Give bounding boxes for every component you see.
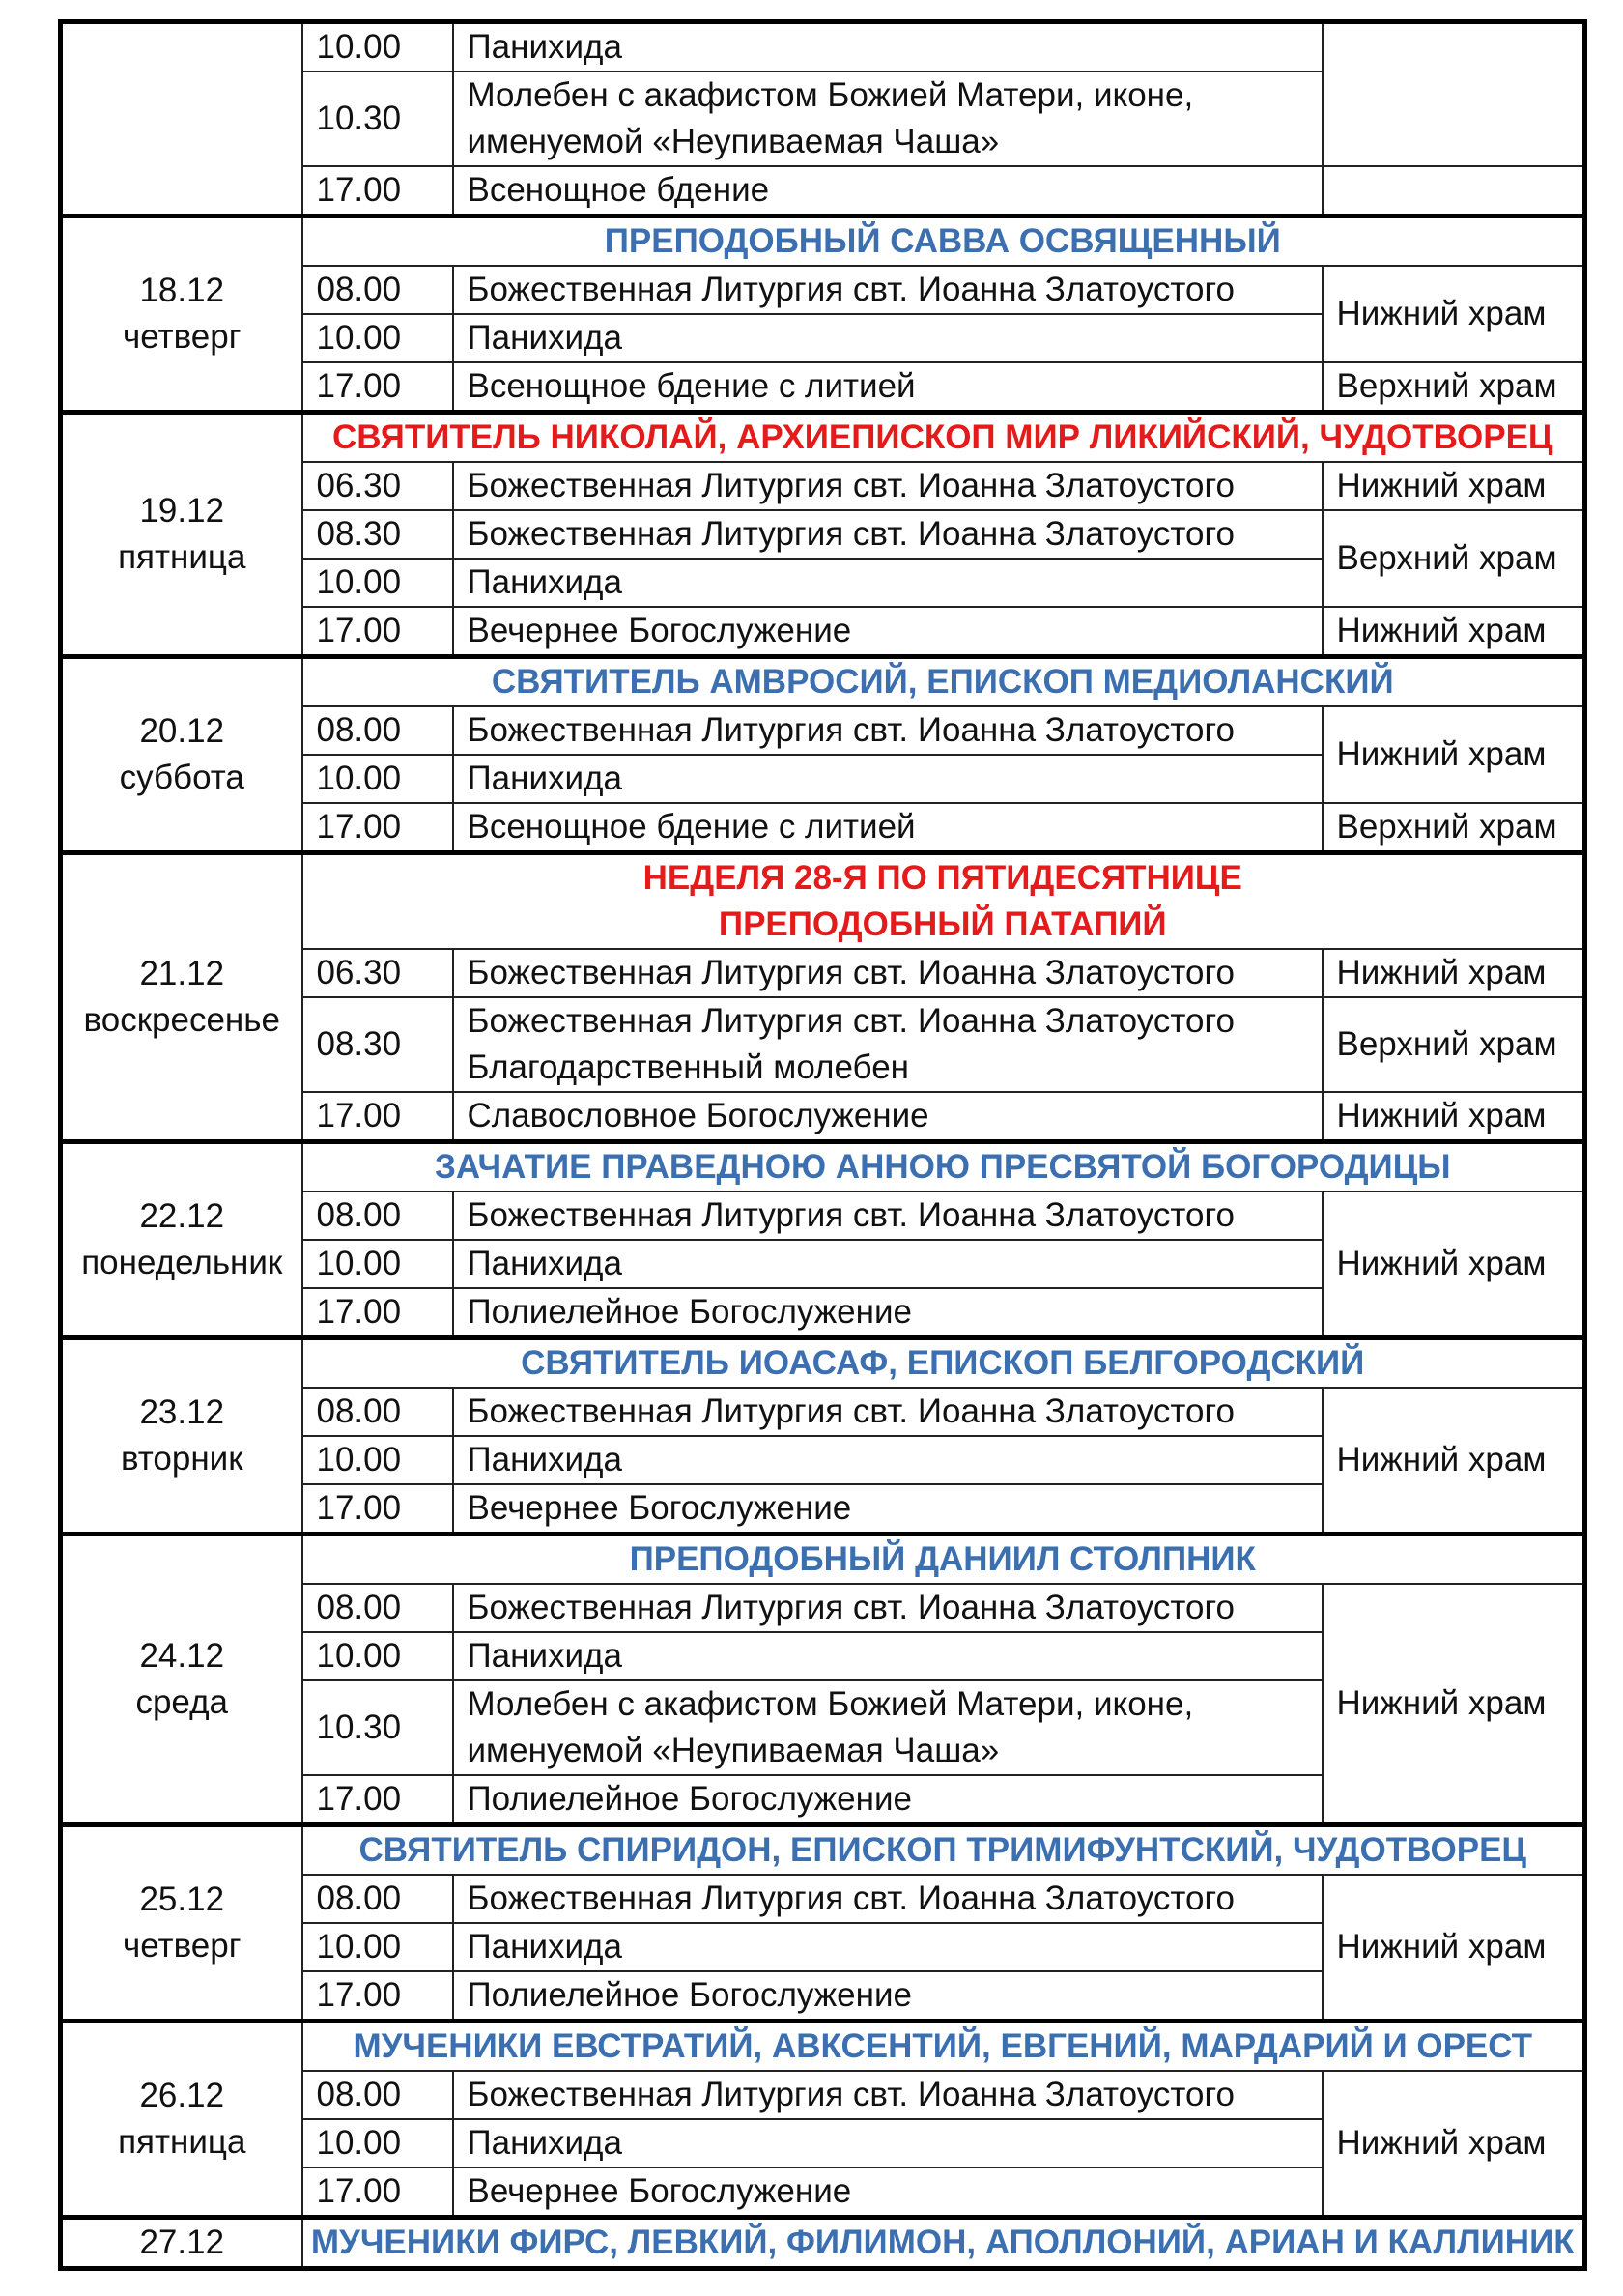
service-cell: Божественная Литургия свт. Иоанна Златоустого xyxy=(453,266,1323,314)
service-cell: Вечернее Богослужение xyxy=(453,2167,1323,2218)
place-cell-empty xyxy=(1323,22,1585,167)
service-cell: Божественная Литургия свт. Иоанна Златоустого xyxy=(453,706,1323,755)
service-cell: Вечернее Богослужение xyxy=(453,1484,1323,1535)
weekday: пятница xyxy=(118,2123,246,2161)
service-cell: Божественная Литургия свт. Иоанна Златоустого xyxy=(453,949,1323,997)
feast-line: ПРЕПОДОБНЫЙ ПАТАПИЙ xyxy=(718,905,1167,943)
date-cell xyxy=(61,657,302,853)
time-cell: 06.30 xyxy=(302,462,453,510)
time-cell: 08.00 xyxy=(302,1191,453,1240)
feast-title: МУЧЕНИКИ ФИРС, ЛЕВКИЙ, ФИЛИМОН, АПОЛЛОНИЙ, АРИАН И КАЛЛИНИК xyxy=(302,2218,1585,2269)
weekday: пятница xyxy=(118,538,246,576)
day-group-2712 xyxy=(61,2218,1585,2269)
place-cell: Нижний храм xyxy=(1323,266,1585,362)
time-cell: 17.00 xyxy=(302,1288,453,1338)
service-cell: Божественная Литургия свт. Иоанна Златоустого xyxy=(453,1875,1323,1923)
feast-line: НЕДЕЛЯ 28-Я ПО ПЯТИДЕСЯТНИЦЕ xyxy=(642,859,1242,897)
service-cell: Панихида xyxy=(453,314,1323,362)
feast-title: ЗАЧАТИЕ ПРАВЕДНОЮ АННОЮ ПРЕСВЯТОЙ БОГОРОДИЦЫ xyxy=(302,1142,1585,1192)
time-cell: 17.00 xyxy=(302,2167,453,2218)
feast-title: СВЯТИТЕЛЬ АМВРОСИЙ, ЕПИСКОП МЕДИОЛАНСКИЙ xyxy=(302,657,1585,707)
service-cell xyxy=(453,1680,1323,1775)
service-cell: Всенощное бдение с литией xyxy=(453,803,1323,853)
service-line: Благодарственный молебен xyxy=(467,1048,909,1086)
service-cell xyxy=(453,72,1323,166)
date-cell xyxy=(61,2022,302,2218)
service-cell: Панихида xyxy=(453,559,1323,607)
service-line: Божественная Литургия свт. Иоанна Златоустого xyxy=(467,1002,1235,1040)
feast-title: ПРЕПОДОБНЫЙ ДАНИИЛ СТОЛПНИК xyxy=(302,1535,1585,1585)
day-group-continued xyxy=(61,22,1585,216)
time-cell: 08.00 xyxy=(302,1388,453,1436)
place-cell: Нижний храм xyxy=(1323,1875,1585,2022)
time-cell: 08.00 xyxy=(302,1875,453,1923)
day-group-2612 xyxy=(61,2022,1585,2218)
time-cell: 08.00 xyxy=(302,2071,453,2119)
day-group-2012 xyxy=(61,657,1585,853)
time-cell: 08.00 xyxy=(302,1584,453,1632)
service-line: именуемой «Неупиваемая Чаша» xyxy=(467,1732,1000,1769)
time-cell: 10.00 xyxy=(302,755,453,803)
weekday: четверг xyxy=(123,318,242,356)
day-group-2512 xyxy=(61,1825,1585,2022)
service-cell: Всенощное бдение xyxy=(453,166,1323,216)
service-cell: Божественная Литургия свт. Иоанна Златоустого xyxy=(453,2071,1323,2119)
service-cell: Панихида xyxy=(453,755,1323,803)
time-cell: 10.00 xyxy=(302,22,453,72)
date-cell xyxy=(61,413,302,657)
place-cell: Нижний храм xyxy=(1323,462,1585,510)
date: 20.12 xyxy=(139,712,225,750)
date: 27.12 xyxy=(139,2224,225,2261)
date-cell xyxy=(61,1825,302,2022)
time-cell: 17.00 xyxy=(302,1775,453,1825)
service-line: Молебен с акафистом Божией Матери, иконе, xyxy=(467,76,1194,114)
date-cell xyxy=(61,1142,302,1338)
service-cell: Панихида xyxy=(453,1923,1323,1971)
time-cell: 17.00 xyxy=(302,1092,453,1142)
time-cell: 10.30 xyxy=(302,72,453,166)
service-cell: Божественная Литургия свт. Иоанна Златоустого xyxy=(453,462,1323,510)
date-cell xyxy=(61,216,302,413)
schedule-table xyxy=(58,19,1587,2271)
feast-title: СВЯТИТЕЛЬ ИОАСАФ, ЕПИСКОП БЕЛГОРОДСКИЙ xyxy=(302,1338,1585,1389)
place-cell: Верхний храм xyxy=(1323,803,1585,853)
time-cell: 08.30 xyxy=(302,997,453,1092)
place-cell: Нижний храм xyxy=(1323,1388,1585,1535)
weekday: среда xyxy=(135,1683,229,1721)
service-cell: Панихида xyxy=(453,1436,1323,1484)
place-cell: Верхний храм xyxy=(1323,510,1585,607)
date-cell xyxy=(61,2218,302,2269)
weekday: четверг xyxy=(123,1927,242,1965)
service-cell: Божественная Литургия свт. Иоанна Златоустого xyxy=(453,510,1323,559)
service-cell: Божественная Литургия свт. Иоанна Златоустого xyxy=(453,1191,1323,1240)
service-cell: Панихида xyxy=(453,2119,1323,2167)
time-cell: 10.30 xyxy=(302,1680,453,1775)
service-cell: Полиелейное Богослужение xyxy=(453,1775,1323,1825)
weekday: суббота xyxy=(119,759,244,796)
day-group-2312 xyxy=(61,1338,1585,1535)
place-cell: Нижний храм xyxy=(1323,1191,1585,1338)
service-cell: Панихида xyxy=(453,22,1323,72)
weekday: вторник xyxy=(120,1440,243,1478)
date-cell xyxy=(61,1535,302,1825)
service-cell: Полиелейное Богослужение xyxy=(453,1971,1323,2022)
feast-title: СВЯТИТЕЛЬ СПИРИДОН, ЕПИСКОП ТРИМИФУНТСКИЙ, ЧУДОТВОРЕЦ xyxy=(302,1825,1585,1876)
feast-title: МУЧЕНИКИ ЕВСТРАТИЙ, АВКСЕНТИЙ, ЕВГЕНИЙ, МАРДАРИЙ И ОРЕСТ xyxy=(302,2022,1585,2072)
date-cell xyxy=(61,1338,302,1535)
place-cell: Верхний храм xyxy=(1323,997,1585,1092)
time-cell: 08.30 xyxy=(302,510,453,559)
place-cell: Нижний храм xyxy=(1323,706,1585,803)
time-cell: 10.00 xyxy=(302,1240,453,1288)
service-cell: Божественная Литургия свт. Иоанна Златоустого xyxy=(453,1388,1323,1436)
date: 24.12 xyxy=(139,1637,225,1675)
time-cell: 17.00 xyxy=(302,362,453,413)
time-cell: 06.30 xyxy=(302,949,453,997)
place-cell: Нижний храм xyxy=(1323,2071,1585,2218)
date: 21.12 xyxy=(139,955,225,992)
time-cell: 17.00 xyxy=(302,607,453,657)
feast-title xyxy=(302,853,1585,950)
time-cell: 10.00 xyxy=(302,1436,453,1484)
feast-title: СВЯТИТЕЛЬ НИКОЛАЙ, АРХИЕПИСКОП МИР ЛИКИЙСКИЙ, ЧУДОТВОРЕЦ xyxy=(302,413,1585,463)
weekday: воскресенье xyxy=(83,1001,280,1039)
service-cell: Панихида xyxy=(453,1240,1323,1288)
place-cell-empty xyxy=(1323,166,1585,216)
place-cell: Нижний храм xyxy=(1323,607,1585,657)
time-cell: 10.00 xyxy=(302,1632,453,1680)
day-group-2412 xyxy=(61,1535,1585,1825)
service-line: Молебен с акафистом Божией Матери, иконе, xyxy=(467,1685,1194,1723)
date: 18.12 xyxy=(139,272,225,309)
place-cell: Верхний храм xyxy=(1323,362,1585,413)
date: 22.12 xyxy=(139,1197,225,1235)
time-cell: 08.00 xyxy=(302,706,453,755)
service-cell: Панихида xyxy=(453,1632,1323,1680)
service-line: именуемой «Неупиваемая Чаша» xyxy=(467,123,1000,160)
time-cell: 10.00 xyxy=(302,2119,453,2167)
date: 26.12 xyxy=(139,2077,225,2114)
service-cell: Вечернее Богослужение xyxy=(453,607,1323,657)
time-cell: 17.00 xyxy=(302,1484,453,1535)
time-cell: 17.00 xyxy=(302,1971,453,2022)
date-cell-empty xyxy=(61,22,302,216)
time-cell: 10.00 xyxy=(302,314,453,362)
time-cell: 10.00 xyxy=(302,559,453,607)
time-cell: 17.00 xyxy=(302,166,453,216)
service-cell xyxy=(453,997,1323,1092)
date: 19.12 xyxy=(139,492,225,530)
feast-title: ПРЕПОДОБНЫЙ САВВА ОСВЯЩЕННЫЙ xyxy=(302,216,1585,267)
weekday: понедельник xyxy=(81,1244,283,1281)
service-cell: Славословное Богослужение xyxy=(453,1092,1323,1142)
day-group-2112 xyxy=(61,853,1585,1142)
place-cell: Нижний храм xyxy=(1323,949,1585,997)
day-group-1912 xyxy=(61,413,1585,657)
place-cell: Нижний храм xyxy=(1323,1092,1585,1142)
day-group-1812 xyxy=(61,216,1585,413)
time-cell: 08.00 xyxy=(302,266,453,314)
service-cell: Божественная Литургия свт. Иоанна Златоустого xyxy=(453,1584,1323,1632)
place-cell: Нижний храм xyxy=(1323,1584,1585,1825)
service-cell: Всенощное бдение с литией xyxy=(453,362,1323,413)
date: 25.12 xyxy=(139,1880,225,1918)
day-group-2212 xyxy=(61,1142,1585,1338)
date-cell xyxy=(61,853,302,1142)
service-cell: Полиелейное Богослужение xyxy=(453,1288,1323,1338)
date: 23.12 xyxy=(139,1393,225,1431)
time-cell: 17.00 xyxy=(302,803,453,853)
schedule-sheet xyxy=(58,19,1582,2271)
time-cell: 10.00 xyxy=(302,1923,453,1971)
